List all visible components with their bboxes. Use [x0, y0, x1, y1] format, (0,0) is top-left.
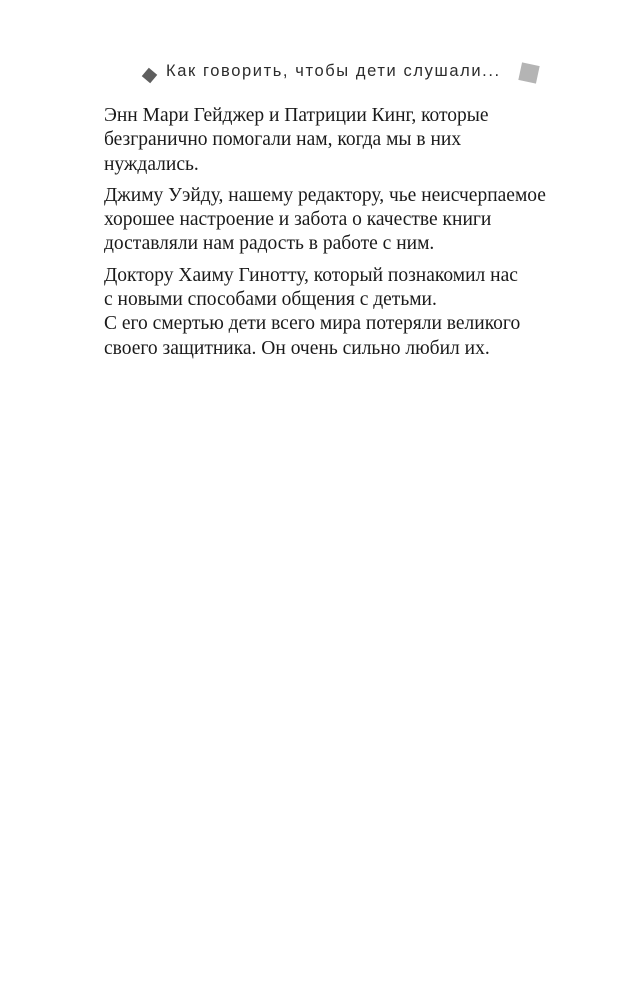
running-header-title: Как говорить, чтобы дети слушали... [166, 62, 501, 80]
paragraph-gager-king [104, 104, 534, 177]
text-line: безгранично помогали нам, когда мы в них [104, 129, 462, 151]
text-line: своего защитника. Он очень сильно любил их. [104, 337, 490, 359]
body-text [104, 104, 546, 368]
text-line: Доктору Хаиму Гинотту, который познакомил нас [104, 264, 518, 286]
square-ornament-icon [518, 62, 539, 83]
text-line: хорошее настроение и забота о качестве книги [104, 209, 492, 231]
paragraph-wade [104, 184, 546, 257]
text-line: нуждались. [104, 153, 199, 175]
text-line: Джиму Уэйду, нашему редактору, чье неисчерпаемое [104, 184, 546, 206]
text-line: с новыми способами общения с детьми. [104, 289, 437, 311]
paragraph-ginott [104, 264, 534, 361]
diamond-ornament-icon [142, 68, 157, 83]
text-line: доставляли нам радость в работе с ним. [104, 233, 435, 255]
text-line: Энн Мари Гейджер и Патриции Кинг, которые [104, 105, 489, 126]
running-header [144, 60, 544, 90]
text-line: С его смертью дети всего мира потеряли великого [104, 313, 521, 335]
